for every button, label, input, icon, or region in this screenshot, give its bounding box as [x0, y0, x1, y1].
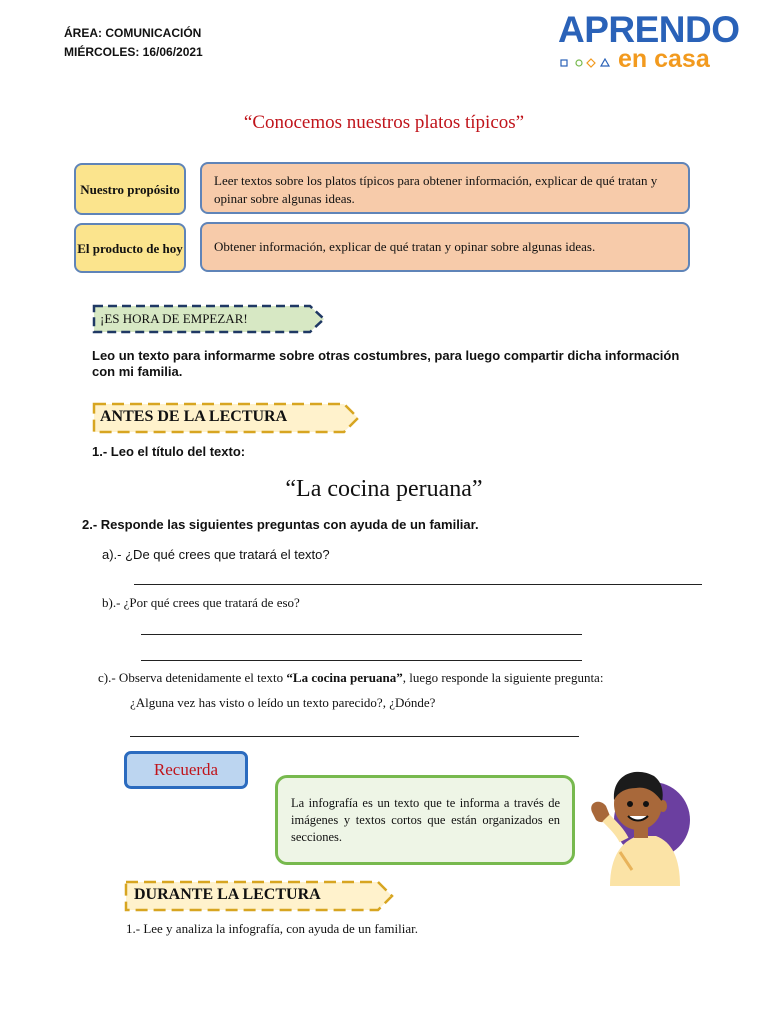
- aprendo-en-casa-logo: [556, 9, 740, 74]
- answer-line-c[interactable]: [130, 736, 579, 737]
- remember-label: Recuerda: [124, 751, 248, 789]
- purpose-text: Leer textos sobre los platos típicos para obtener información, explicar de qué tratan y opinar sobre algunas ideas.: [200, 162, 690, 214]
- product-text: Obtener información, explicar de qué tratan y opinar sobre algunas ideas.: [200, 222, 690, 272]
- answer-line-b2[interactable]: [141, 660, 582, 661]
- text-title: “La cocina peruana”: [285, 476, 483, 502]
- question-1: 1.- Leo el título del texto:: [92, 444, 246, 459]
- question-2c-prefix: c).- Observa detenidamente el texto: [98, 670, 287, 685]
- header-info: [64, 24, 203, 62]
- during-reading-step-1: 1.- Lee y analiza la infografía, con ayuda de un familiar.: [126, 921, 419, 936]
- purpose-label: Nuestro propósito: [74, 163, 186, 215]
- remember-note: La infografía es un texto que te informa a través de imágenes y textos cortos que están organizados en secciones.: [275, 775, 575, 865]
- question-2c-bold: “La cocina peruana”: [286, 670, 403, 685]
- question-2: 2.- Responde las siguientes preguntas con ayuda de un familiar.: [82, 517, 479, 532]
- logo-shapes-icon: [560, 58, 616, 68]
- page-title: “Conocemos nuestros platos típicos”: [243, 112, 525, 133]
- date-label: MIÉRCOLES: 16/06/2021: [64, 45, 203, 59]
- before-reading-heading: ANTES DE LA LECTURA: [100, 408, 288, 425]
- question-2c-suffix: , luego responde la siguiente pregunta:: [402, 670, 604, 685]
- child-illustration-icon: [580, 762, 692, 886]
- area-label: ÁREA: COMUNICACIÓN: [64, 26, 202, 40]
- intro-text: Leo un texto para informarme sobre otras costumbres, para luego compartir dicha información con mi familia.: [92, 348, 680, 379]
- question-2b: b).- ¿Por qué crees que tratará de eso?: [102, 595, 300, 610]
- during-reading-heading: DURANTE LA LECTURA: [134, 886, 321, 903]
- product-label: El producto de hoy: [74, 223, 186, 273]
- question-2c: [98, 670, 603, 686]
- logo-encasa-text: en casa: [618, 45, 710, 73]
- answer-line-b1[interactable]: [141, 634, 582, 635]
- question-2a: a).- ¿De qué crees que tratará el texto?: [102, 547, 330, 562]
- question-2c-sub: ¿Alguna vez has visto o leído un texto parecido?, ¿Dónde?: [130, 695, 436, 710]
- start-banner-text: ¡ES HORA DE EMPEZAR!: [100, 311, 248, 326]
- logo-aprendo-text: APRENDO: [558, 9, 740, 50]
- answer-line-a[interactable]: [134, 584, 702, 585]
